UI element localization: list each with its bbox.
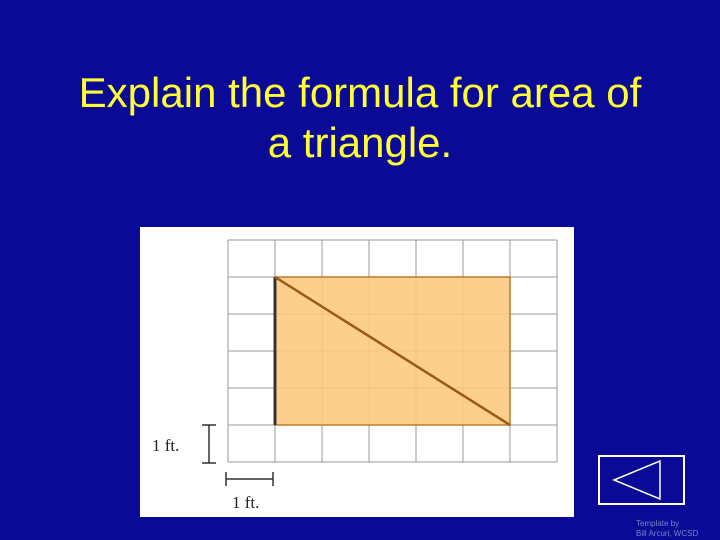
credit-line-2: Bill Arcuri, WCSD <box>636 529 699 538</box>
horizontal-unit-label: 1 ft. <box>232 493 260 512</box>
vertical-scale-bracket <box>202 425 216 463</box>
grid-diagram <box>140 227 574 517</box>
template-credit <box>636 519 720 539</box>
slide-title <box>40 68 680 168</box>
horizontal-scale-bracket <box>226 472 273 486</box>
back-button[interactable] <box>598 455 685 505</box>
credit-line-1: Template by <box>636 519 680 528</box>
grid-figure <box>140 227 574 517</box>
vertical-unit-label: 1 ft. <box>152 436 180 455</box>
triangle-back-icon <box>600 457 683 503</box>
title-line-2: a triangle. <box>267 119 453 166</box>
title-line-1: Explain the formula for area of <box>78 69 642 116</box>
